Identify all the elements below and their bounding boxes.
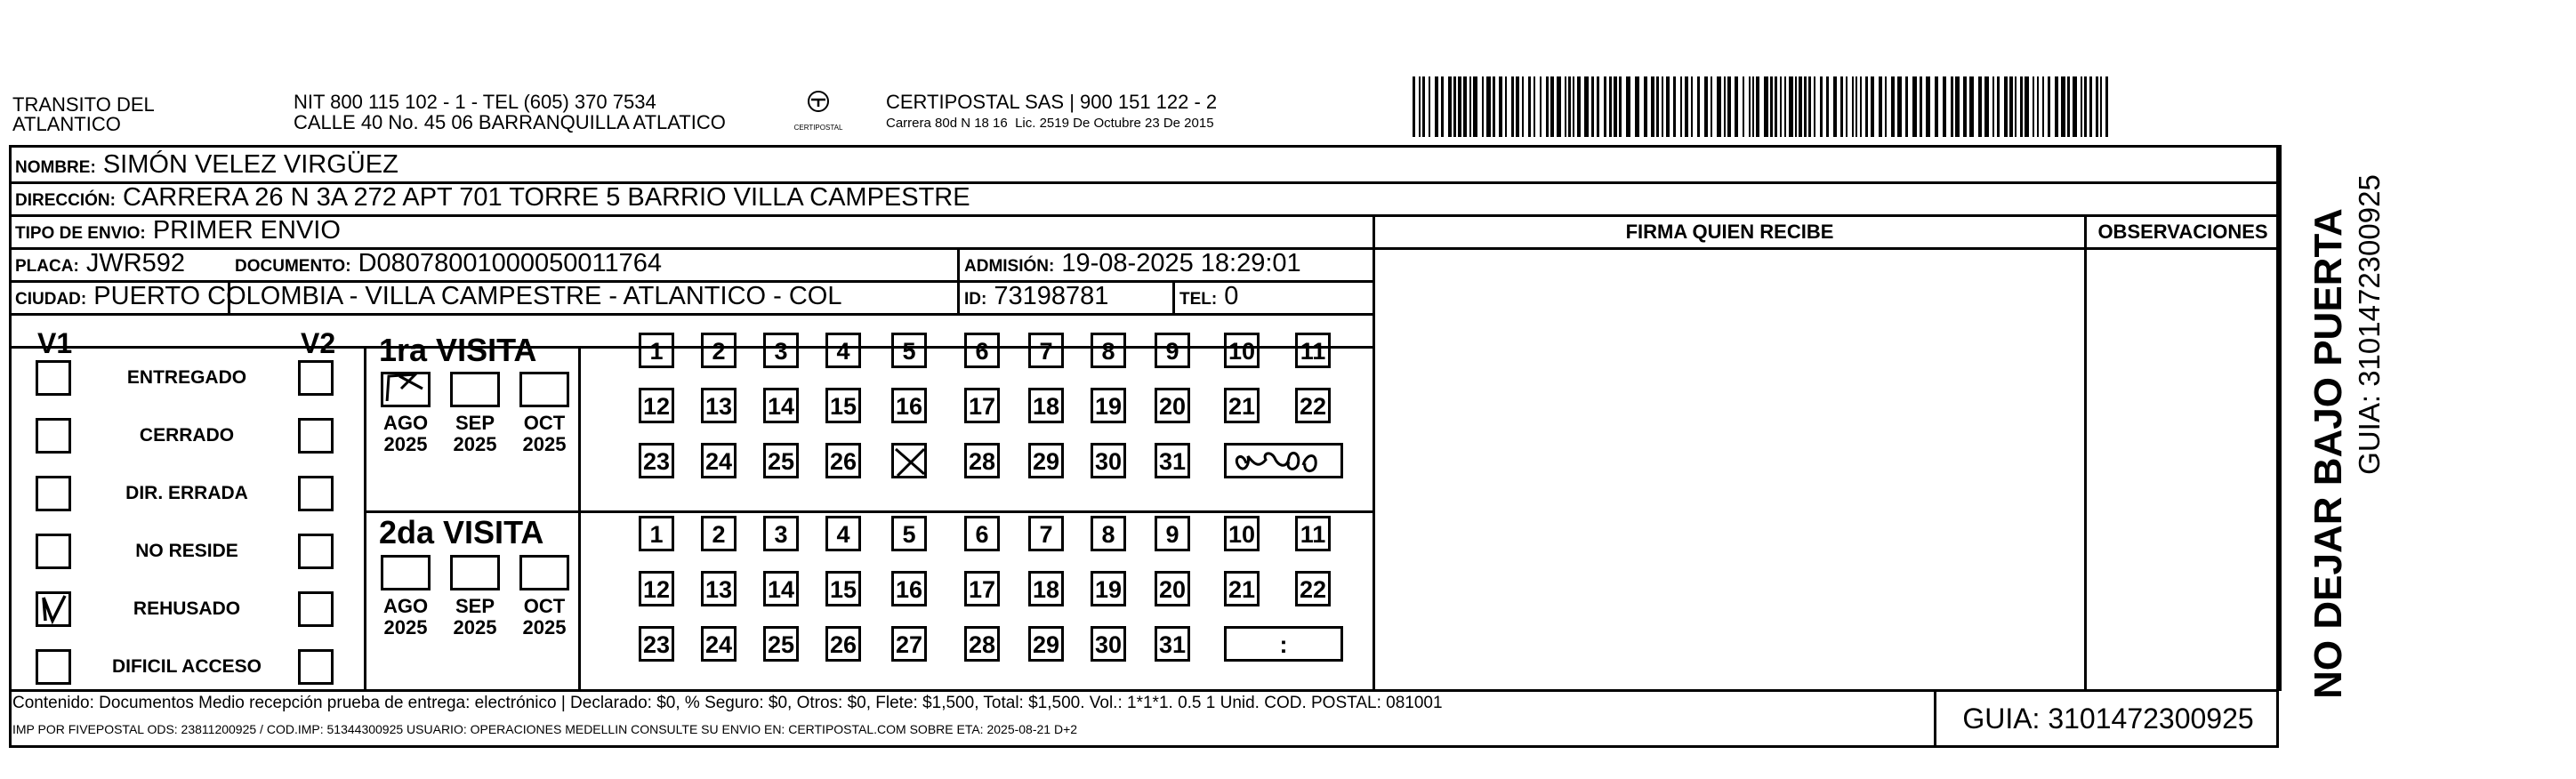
barcode-bar <box>1935 76 1938 137</box>
barcode-bar <box>1764 76 1768 137</box>
barcode-bar <box>1871 76 1874 137</box>
barcode-bar <box>1666 76 1670 137</box>
barcode-bar <box>1951 76 1953 137</box>
v2-label: V2 <box>301 327 336 359</box>
second-visit-day-1[interactable]: 1 <box>639 516 674 551</box>
second-visit-month-box-oct[interactable] <box>519 555 569 590</box>
barcode-bar <box>2100 76 2102 137</box>
second-visit-day-21[interactable]: 21 <box>1224 571 1260 606</box>
barcode-bar <box>2073 76 2077 137</box>
barcode-bar <box>1441 76 1444 137</box>
first-visit-day-16[interactable]: 16 <box>891 388 927 423</box>
barcode-bar <box>1978 76 1982 137</box>
imp-text: IMP POR FIVEPOSTAL ODS: 23811200925 / COD.IMP: 51344300925 USUARIO: OPERACIONES MEDELLIN CONSULTE SU ENVIO EN: CERTIPOSTAL.COM SOBRE ETA: 2025-08-21 D+2 <box>12 722 1078 736</box>
barcode-bar <box>2055 76 2058 137</box>
first-visit-day-27[interactable] <box>891 443 927 478</box>
barcode-bar <box>1860 76 1862 137</box>
second-visit-day-19[interactable]: 19 <box>1091 571 1126 606</box>
v1-label: V1 <box>37 327 73 359</box>
observaciones-header: OBSERVACIONES <box>2097 221 2268 243</box>
second-visit-title: 2da VISITA <box>379 514 544 550</box>
first-visit-title: 1ra VISITA <box>379 332 537 368</box>
first-visit-day-9[interactable]: 9 <box>1155 333 1190 368</box>
first-visit-month-label <box>374 413 437 455</box>
barcode-bar <box>1784 76 1786 137</box>
second-visit-day-26[interactable]: 26 <box>825 626 861 662</box>
first-visit-day-25[interactable]: 25 <box>763 443 799 478</box>
documento-label: DOCUMENTO: <box>235 257 351 276</box>
first-visit-day-26[interactable]: 26 <box>825 443 861 478</box>
barcode <box>1413 76 2115 137</box>
barcode-bar <box>1775 76 1777 137</box>
barcode-bar <box>1743 76 1744 137</box>
barcode-bar <box>1926 76 1930 137</box>
v2-checkbox[interactable] <box>298 360 334 396</box>
second-visit-day-5[interactable]: 5 <box>891 516 927 551</box>
barcode-bar <box>1499 76 1502 137</box>
ciudad-value: PUERTO COLOMBIA - VILLA CAMPESTRE - ATLANTICO - COL <box>93 282 842 310</box>
v1-checkbox-entregado[interactable] <box>36 360 71 396</box>
second-visit-day-9[interactable]: 9 <box>1155 516 1190 551</box>
v2-checkbox[interactable] <box>298 476 334 511</box>
barcode-bar <box>2037 76 2039 137</box>
v1-checkbox-dir-errada[interactable] <box>36 476 71 511</box>
first-visit-day-6[interactable]: 6 <box>964 333 1000 368</box>
barcode-bar <box>1856 76 1857 137</box>
contenido-text: Contenido: Documentos Medio recepción prueba de entrega: electrónico | Declarado: $0, % Seguro: $0, Otros: $0, Flete: $1,500, Total: $1,500. Vol.: 1*1*1. 0.5 1 Unid. COD. POSTAL: 081001 <box>12 694 1443 712</box>
second-visit-day-13[interactable]: 13 <box>701 571 737 606</box>
second-visit-day-28[interactable]: 28 <box>964 626 1000 662</box>
barcode-bar <box>1473 76 1477 137</box>
v2-checkbox[interactable] <box>298 418 334 454</box>
first-visit-day-13[interactable]: 13 <box>701 388 737 423</box>
barcode-bar <box>2033 76 2034 137</box>
status-label: DIFICIL ACCESO <box>111 656 262 677</box>
check-mark-icon <box>383 367 430 401</box>
barcode-bar <box>1735 76 1738 137</box>
barcode-bar <box>1584 76 1589 137</box>
cross-mark-icon <box>894 446 926 478</box>
first-visit-day-8[interactable]: 8 <box>1091 333 1126 368</box>
second-visit-month-label <box>513 596 576 638</box>
logo-caption: CERTIPOSTAL <box>793 124 843 132</box>
barcode-bar <box>1591 76 1594 137</box>
first-visit-day-28[interactable]: 28 <box>964 443 1000 478</box>
month-year: 2025 <box>522 433 567 455</box>
v2-checkbox[interactable] <box>298 591 334 627</box>
barcode-bar <box>1597 76 1599 137</box>
issuer-name-line2: ATLANTICO <box>12 113 121 135</box>
barcode-bar <box>2105 76 2108 137</box>
handwritten-time-icon <box>1227 446 1340 478</box>
second-visit-day-10[interactable]: 10 <box>1224 516 1260 551</box>
second-visit-day-3[interactable]: 3 <box>763 516 799 551</box>
side-guia: GUIA: 3101472300925 <box>2353 174 2386 475</box>
month-name: AGO <box>382 412 429 434</box>
barcode-bar <box>1516 76 1519 137</box>
second-visit-month-box-sep[interactable] <box>450 555 500 590</box>
barcode-bar <box>1635 76 1639 137</box>
first-visit-day-24[interactable]: 24 <box>701 443 737 478</box>
barcode-bar <box>1486 76 1491 137</box>
second-visit-day-20[interactable]: 20 <box>1155 571 1190 606</box>
barcode-bar <box>1840 76 1843 137</box>
first-visit-month-label <box>444 413 506 455</box>
first-visit-day-17[interactable]: 17 <box>964 388 1000 423</box>
month-name: SEP <box>455 595 495 617</box>
check-mark-icon <box>38 594 68 624</box>
nombre-value: SIMÓN VELEZ VIRGÜEZ <box>102 150 398 179</box>
barcode-bar <box>1804 76 1807 137</box>
barcode-bar <box>1697 76 1700 137</box>
first-visit-day-14[interactable]: 14 <box>763 388 799 423</box>
status-label: DIR. ERRADA <box>125 483 248 503</box>
barcode-bar <box>2004 76 2008 137</box>
second-visit-day-7[interactable]: 7 <box>1028 516 1064 551</box>
barcode-bar <box>1573 76 1574 137</box>
first-visit-day-1[interactable]: 1 <box>639 333 674 368</box>
barcode-bar <box>1795 76 1797 137</box>
first-visit-month-box-oct[interactable] <box>519 372 569 407</box>
first-visit-day-31[interactable]: 31 <box>1155 443 1190 478</box>
no-dejar-bajo-puerta: NO DEJAR BAJO PUERTA <box>2306 208 2350 699</box>
barcode-bar <box>2042 76 2044 137</box>
second-visit-day-4[interactable]: 4 <box>825 516 861 551</box>
placa-value: JWR592 <box>85 249 186 277</box>
status-label: ENTREGADO <box>126 367 247 388</box>
barcode-bar <box>1656 76 1659 137</box>
first-visit-month-box-ago[interactable] <box>381 372 431 407</box>
id-label: ID: <box>964 290 987 309</box>
barcode-bar <box>1865 76 1868 137</box>
barcode-bar <box>1550 76 1554 137</box>
barcode-bar <box>1557 76 1561 137</box>
barcode-bar <box>1604 76 1606 137</box>
v1-checkbox-cerrado[interactable] <box>36 418 71 454</box>
barcode-bar <box>2015 76 2017 137</box>
status-label: REHUSADO <box>133 598 241 619</box>
first-visit-day-11[interactable]: 11 <box>1295 333 1331 368</box>
firma-header: FIRMA QUIEN RECIBE <box>1625 221 1834 243</box>
footer-guia: GUIA: 3101472300925 <box>1962 703 2254 735</box>
first-visit-month-box-sep[interactable] <box>450 372 500 407</box>
issuer-nit: NIT 800 115 102 - 1 - TEL (605) 370 7534 <box>294 91 656 113</box>
ciudad-row <box>15 281 841 315</box>
barcode-bar <box>1833 76 1837 137</box>
second-visit-month-label <box>374 596 437 638</box>
v1-checkbox-rehusado[interactable] <box>36 591 71 627</box>
first-visit-day-2[interactable]: 2 <box>701 333 737 368</box>
second-visit-day-23[interactable]: 23 <box>639 626 674 662</box>
barcode-bar <box>1482 76 1484 137</box>
barcode-bar <box>1808 76 1811 137</box>
barcode-bar <box>1458 76 1461 137</box>
first-visit-day-18[interactable]: 18 <box>1028 388 1064 423</box>
second-visit-day-2[interactable]: 2 <box>701 516 737 551</box>
direccion-label: DIRECCIÓN: <box>15 191 116 210</box>
second-visit-day-6[interactable]: 6 <box>964 516 1000 551</box>
barcode-bar <box>1505 76 1507 137</box>
barcode-bar <box>1727 76 1731 137</box>
barcode-bar <box>2096 76 2098 137</box>
barcode-bar <box>1711 76 1712 137</box>
barcode-bar <box>1704 76 1708 137</box>
second-visit-day-11[interactable]: 11 <box>1295 516 1331 551</box>
first-visit-day-12[interactable]: 12 <box>639 388 674 423</box>
id-row <box>964 281 1108 315</box>
month-year: 2025 <box>453 616 497 638</box>
second-visit-day-22[interactable]: 22 <box>1295 571 1331 606</box>
barcode-bar <box>2025 76 2029 137</box>
barcode-bar <box>2081 76 2082 137</box>
nombre-label: NOMBRE: <box>15 158 96 177</box>
barcode-bar <box>1493 76 1495 137</box>
barcode-bar <box>1717 76 1721 137</box>
first-visit-day-4[interactable]: 4 <box>825 333 861 368</box>
barcode-bar <box>1992 76 1994 137</box>
second-visit-day-16[interactable]: 16 <box>891 571 927 606</box>
barcode-bar <box>1852 76 1854 137</box>
direccion-value: CARRERA 26 N 3A 272 APT 701 TORRE 5 BARRIO VILLA CAMPESTRE <box>123 183 970 212</box>
second-visit-day-15[interactable]: 15 <box>825 571 861 606</box>
second-visit-month-label <box>444 596 506 638</box>
barcode-bar <box>1879 76 1882 137</box>
admision-value: 19-08-2025 18:29:01 <box>1061 249 1301 277</box>
barcode-bar <box>1422 76 1425 137</box>
placa-row <box>15 248 185 282</box>
barcode-bar <box>1448 76 1452 137</box>
first-visit-day-3[interactable]: 3 <box>763 333 799 368</box>
barcode-bar <box>1685 76 1688 137</box>
first-visit-day-20[interactable]: 20 <box>1155 388 1190 423</box>
barcode-bar <box>2048 76 2050 137</box>
second-visit-day-24[interactable]: 24 <box>701 626 737 662</box>
barcode-bar <box>1680 76 1682 137</box>
second-visit-day-29[interactable]: 29 <box>1028 626 1064 662</box>
barcode-bar <box>1920 76 1922 137</box>
barcode-bar <box>1429 76 1430 137</box>
barcode-bar <box>1463 76 1467 137</box>
id-value: 73198781 <box>994 282 1109 310</box>
status-label: NO RESIDE <box>135 541 238 561</box>
first-visit-day-30[interactable]: 30 <box>1091 443 1126 478</box>
barcode-bar <box>1540 76 1542 137</box>
second-visit-day-27[interactable]: 27 <box>891 626 927 662</box>
second-visit-day-18[interactable]: 18 <box>1028 571 1064 606</box>
barcode-bar <box>1419 76 1421 137</box>
barcode-bar <box>1546 76 1549 137</box>
barcode-bar <box>2067 76 2070 137</box>
month-name: OCT <box>523 412 566 434</box>
tel-value: 0 <box>1224 282 1239 310</box>
barcode-bar <box>1724 76 1726 137</box>
second-visit-day-31[interactable]: 31 <box>1155 626 1190 662</box>
barcode-bar <box>1814 76 1815 137</box>
second-visit-day-12[interactable]: 12 <box>639 571 674 606</box>
barcode-bar <box>2020 76 2023 137</box>
barcode-bar <box>2084 76 2087 137</box>
tel-label: TEL: <box>1179 290 1218 309</box>
ciudad-label: CIUDAD: <box>15 290 87 309</box>
barcode-bar <box>1534 76 1535 137</box>
tel-row <box>1179 281 1238 315</box>
v2-checkbox[interactable] <box>298 649 334 685</box>
second-visit-day-8[interactable]: 8 <box>1091 516 1126 551</box>
second-visit-time-box[interactable]: : <box>1224 626 1343 662</box>
second-visit-month-box-ago[interactable] <box>381 555 431 590</box>
v2-checkbox[interactable] <box>298 534 334 569</box>
barcode-bar <box>1435 76 1438 137</box>
first-visit-day-7[interactable]: 7 <box>1028 333 1064 368</box>
barcode-bar <box>1413 76 1415 137</box>
barcode-bar <box>1780 76 1782 137</box>
barcode-bar <box>1691 76 1693 137</box>
barcode-bar <box>1905 76 1908 137</box>
barcode-bar <box>1626 76 1630 137</box>
first-visit-day-22[interactable]: 22 <box>1295 388 1331 423</box>
month-year: 2025 <box>383 433 428 455</box>
v1-checkbox-no-reside[interactable] <box>36 534 71 569</box>
second-visit-day-14[interactable]: 14 <box>763 571 799 606</box>
nombre-row <box>15 149 398 183</box>
barcode-bar <box>1614 76 1617 137</box>
documento-row <box>235 248 662 282</box>
issuer-address: CALLE 40 No. 45 06 BARRANQUILLA ATLATICO <box>294 111 726 133</box>
barcode-bar <box>1453 76 1456 137</box>
barcode-bar <box>1846 76 1847 137</box>
barcode-bar <box>2089 76 2092 137</box>
tipo-envio-value: PRIMER ENVIO <box>152 216 341 245</box>
barcode-bar <box>1897 76 1902 137</box>
barcode-bar <box>1969 76 1974 137</box>
first-visit-time-box[interactable] <box>1224 443 1343 478</box>
second-visit-day-17[interactable]: 17 <box>964 571 1000 606</box>
barcode-bar <box>1752 76 1754 137</box>
barcode-bar <box>1820 76 1823 137</box>
barcode-bar <box>1568 76 1571 137</box>
first-visit-day-15[interactable]: 15 <box>825 388 861 423</box>
certipostal-logo <box>783 87 854 137</box>
first-visit-day-10[interactable]: 10 <box>1224 333 1260 368</box>
barcode-bar <box>1511 76 1514 137</box>
barcode-bar <box>1943 76 1946 137</box>
direccion-row <box>15 182 970 216</box>
barcode-bar <box>1826 76 1829 137</box>
barcode-bar <box>2061 76 2065 137</box>
month-year: 2025 <box>522 616 567 638</box>
month-name: AGO <box>382 595 429 617</box>
barcode-bar <box>1997 76 2000 137</box>
first-visit-day-5[interactable]: 5 <box>891 333 927 368</box>
barcode-bar <box>1609 76 1612 137</box>
second-visit-day-25[interactable]: 25 <box>763 626 799 662</box>
month-year: 2025 <box>453 433 497 455</box>
barcode-bar <box>1756 76 1759 137</box>
first-visit-day-23[interactable]: 23 <box>639 443 674 478</box>
admision-label: ADMISIÓN: <box>964 257 1055 276</box>
barcode-bar <box>1912 76 1917 137</box>
second-visit-day-30[interactable]: 30 <box>1091 626 1126 662</box>
barcode-bar <box>1528 76 1531 137</box>
first-visit-day-21[interactable]: 21 <box>1224 388 1260 423</box>
barcode-bar <box>1799 76 1802 137</box>
month-name: OCT <box>523 595 566 617</box>
barcode-bar <box>1789 76 1793 137</box>
barcode-bar <box>1770 76 1773 137</box>
month-year: 2025 <box>383 616 428 638</box>
barcode-bar <box>1955 76 1960 137</box>
barcode-bar <box>1984 76 1989 137</box>
status-label: CERRADO <box>139 425 235 446</box>
barcode-bar <box>1619 76 1622 137</box>
carrier-license: Carrera 80d N 18 16 Lic. 2519 De Octubre 23 De 2015 <box>886 116 1214 131</box>
barcode-bar <box>1651 76 1654 137</box>
barcode-bar <box>1469 76 1471 137</box>
barcode-bar <box>1662 76 1663 137</box>
v1-checkbox-dificil-acceso[interactable] <box>36 649 71 685</box>
first-visit-day-19[interactable]: 19 <box>1091 388 1126 423</box>
barcode-bar <box>1522 76 1524 137</box>
barcode-bar <box>1577 76 1581 137</box>
tipo-envio-label: TIPO DE ENVIO: <box>15 224 146 243</box>
barcode-bar <box>1644 76 1647 137</box>
barcode-bar <box>1963 76 1967 137</box>
barcode-bar <box>1673 76 1676 137</box>
month-name: SEP <box>455 412 495 434</box>
issuer-name-line1: TRANSITO DEL <box>12 93 155 116</box>
placa-label: PLACA: <box>15 257 79 276</box>
tipo-envio-row <box>15 215 341 249</box>
first-visit-month-label <box>513 413 576 455</box>
barcode-bar <box>1749 76 1751 137</box>
admision-row <box>964 248 1301 282</box>
documento-value: D08078001000050011764 <box>358 249 662 277</box>
barcode-bar <box>1565 76 1566 137</box>
barcode-bar <box>2009 76 2013 137</box>
barcode-bar <box>1885 76 1887 137</box>
first-visit-day-29[interactable]: 29 <box>1028 443 1064 478</box>
carrier-name: CERTIPOSTAL SAS | 900 151 122 - 2 <box>886 91 1218 113</box>
barcode-bar <box>1891 76 1895 137</box>
